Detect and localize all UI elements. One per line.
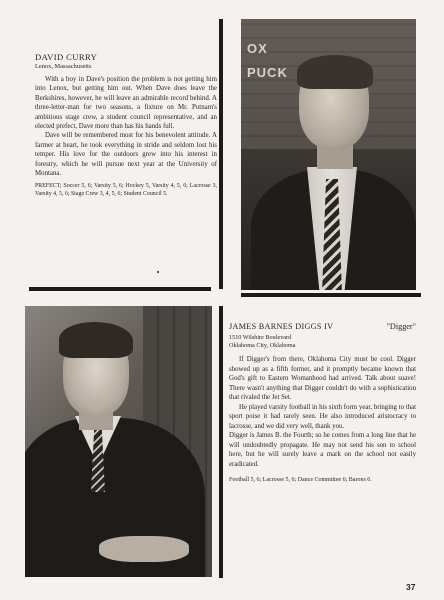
entry-james-diggs — [229, 322, 416, 483]
page-number: 37 — [406, 582, 416, 592]
bio-paragraph: If Digger's from there, Oklahoma City must be cool. Digger showed up as a fifth former, and it promptly became known that God's gift to Eastern Womanhood had arrived. Talk about suave! There wasn't anything that Digger couldn't do with a sophistication that rivaled the Jet Set. — [229, 356, 416, 402]
hair — [297, 55, 373, 89]
bio-paragraph: Digger is James B. the Fourth; so he comes from a long line that he will undoubtedly propagate. He may not send his son to school here, but he will surely leave a mark on the school not easily eradicated. — [229, 432, 416, 468]
bio-paragraph: Dave will be remembered most for his benevolent attitude. A farmer at heart, he took everything in stride and seldom lost his temper. His love for the outdoors grew into his interest in forestry, which he will pursue next year at the University of Montana. — [35, 132, 217, 178]
address-line: 1510 Wilshire Boulevard — [229, 334, 292, 341]
bio-paragraph: He played varsity football in his sixth form year, bringing to that sport poise it had rarely seen. He also introduced aristocracy to lacrosse, and we did very well, thank you. — [229, 403, 416, 430]
portrait-photo-james-diggs — [25, 306, 212, 577]
bio-paragraph: With a boy in Dave's position the problem is not getting him into Lenox, but getting him out. When Dave does leave the Berkshires, however, he will leave an admirable record behind. A three-letter-man for two seasons, a fixture on Mr. Putnam's ambitious stage crew, a student council representative, and an elected prefect, Dave more than has his hands full. — [35, 76, 217, 131]
address-line: Oklahoma City, Oklahoma — [229, 341, 296, 349]
decorative-rule — [29, 287, 211, 291]
hair — [59, 322, 133, 358]
student-address — [229, 334, 416, 349]
student-hometown: Lenox, Massachusetts — [35, 63, 92, 70]
entry-header — [229, 322, 416, 333]
decorative-rule — [241, 293, 421, 297]
student-nickname: "Digger" — [386, 322, 416, 331]
print-speck — [157, 271, 159, 273]
decorative-rule — [219, 19, 223, 289]
activities-list: Football 5, 6; Lacrosse 5, 6; Dance Committee 6; Barons 6. — [229, 477, 372, 484]
student-name: JAMES BARNES DIGGS IV — [229, 322, 334, 331]
portrait-photo-david-curry — [241, 19, 416, 290]
decorative-rule — [219, 306, 223, 578]
student-name: DAVID CURRY — [35, 52, 98, 62]
folded-hands — [99, 536, 189, 562]
entry-david-curry — [35, 52, 217, 199]
background-sign: OX PUCK — [247, 41, 288, 80]
activities-list: PREFECT; Soccer 5, 6; Varsity 5, 6; Hockey 5, Varsity 4, 5, 6; Lacrosse 3, Varsity 4, 5, 6; Stage Crew 3, 4, 5, 6; Student Council 5. — [35, 183, 217, 198]
